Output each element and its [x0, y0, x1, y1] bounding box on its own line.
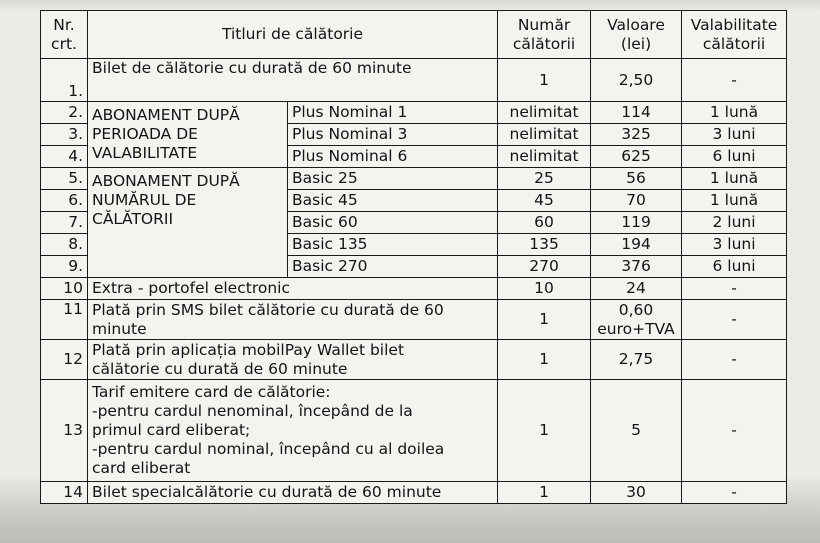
row-valoare: 376	[591, 256, 682, 278]
row-nr: 12	[41, 340, 88, 380]
row-valoare: 2,50	[591, 59, 682, 102]
row-numar: nelimitat	[498, 102, 591, 124]
row-valabilitate: 1 lună	[682, 102, 787, 124]
row-valoare: 194	[591, 234, 682, 256]
row-numar: nelimitat	[498, 124, 591, 146]
row-valabilitate: -	[682, 482, 787, 504]
table-row	[41, 102, 787, 124]
row-titlu: Tarif emitere card de călătorie: -pentru cardul nenominal, începând de la primul card eliberat; -pentru cardul nominal, începând cu al doilea card eliberat	[88, 380, 498, 482]
row-numar: 1	[498, 380, 591, 482]
header-valabilitate: Valabilitate călătorii	[682, 11, 787, 59]
row-numar: 1	[498, 482, 591, 504]
header-nr: Nr. crt.	[41, 11, 88, 59]
header-row	[41, 11, 787, 59]
row-titlu: Basic 270	[288, 256, 498, 278]
row-numar: 1	[498, 300, 591, 340]
row-nr: 2.	[41, 102, 88, 124]
table-row	[41, 278, 787, 300]
row-nr: 4.	[41, 146, 88, 168]
row-titlu: Basic 45	[288, 190, 498, 212]
row-valabilitate: 3 luni	[682, 234, 787, 256]
row-titlu: Bilet specialcălătorie cu durată de 60 minute	[88, 482, 498, 504]
row-nr: 13	[41, 380, 88, 482]
row-valabilitate: -	[682, 380, 787, 482]
row-titlu: Basic 60	[288, 212, 498, 234]
row-numar: 270	[498, 256, 591, 278]
row-numar: 10	[498, 278, 591, 300]
row-nr: 7.	[41, 212, 88, 234]
row-valoare: 2,75	[591, 340, 682, 380]
row-titlu: Plată prin SMS bilet călătorie cu durată de 60 minute	[88, 300, 498, 340]
row-titlu: Plus Nominal 3	[288, 124, 498, 146]
row-nr: 9.	[41, 256, 88, 278]
row-titlu: Plus Nominal 6	[288, 146, 498, 168]
row-valoare: 56	[591, 168, 682, 190]
table-row	[41, 168, 787, 190]
row-nr: 8.	[41, 234, 88, 256]
table-row	[41, 300, 787, 340]
table-row	[41, 482, 787, 504]
row-nr: 5.	[41, 168, 88, 190]
row-titlu: Extra - portofel electronic	[88, 278, 498, 300]
row-valabilitate: -	[682, 59, 787, 102]
group-abonament-numar: ABONAMENT DUPĂ NUMĂRUL DE CĂLĂTORII	[88, 168, 288, 278]
row-nr: 11	[41, 300, 88, 340]
row-numar: 60	[498, 212, 591, 234]
row-valabilitate: -	[682, 340, 787, 380]
row-valoare: 30	[591, 482, 682, 504]
row-valabilitate: 6 luni	[682, 256, 787, 278]
row-valoare: 325	[591, 124, 682, 146]
row-valoare: 625	[591, 146, 682, 168]
row-nr: 10	[41, 278, 88, 300]
row-nr: 1.	[41, 59, 88, 102]
table-row	[41, 59, 787, 102]
table-row	[41, 380, 787, 482]
row-valabilitate: 2 luni	[682, 212, 787, 234]
row-valoare: 0,60 euro+TVA	[591, 300, 682, 340]
row-numar: 135	[498, 234, 591, 256]
header-valoare: Valoare (lei)	[591, 11, 682, 59]
row-numar: 1	[498, 340, 591, 380]
row-nr: 14	[41, 482, 88, 504]
row-titlu: Basic 25	[288, 168, 498, 190]
row-numar: 45	[498, 190, 591, 212]
row-valabilitate: -	[682, 300, 787, 340]
row-valabilitate: 1 lună	[682, 190, 787, 212]
row-valoare: 114	[591, 102, 682, 124]
row-valoare: 119	[591, 212, 682, 234]
row-numar: 1	[498, 59, 591, 102]
group-abonament-perioada: ABONAMENT DUPĂ PERIOADA DE VALABILITATE	[88, 102, 288, 168]
row-valabilitate: 3 luni	[682, 124, 787, 146]
row-titlu: Plată prin aplicația mobilPay Wallet bilet călătorie cu durată de 60 minute	[88, 340, 498, 380]
row-nr: 3.	[41, 124, 88, 146]
row-valabilitate: 6 luni	[682, 146, 787, 168]
row-valabilitate: 1 lună	[682, 168, 787, 190]
row-titlu: Plus Nominal 1	[288, 102, 498, 124]
table-row	[41, 340, 787, 380]
row-valoare: 24	[591, 278, 682, 300]
row-valabilitate: -	[682, 278, 787, 300]
header-titluri: Titluri de călătorie	[88, 11, 498, 59]
row-titlu: Bilet de călătorie cu durată de 60 minute	[88, 59, 498, 102]
row-valoare: 5	[591, 380, 682, 482]
row-numar: 25	[498, 168, 591, 190]
row-titlu: Basic 135	[288, 234, 498, 256]
row-numar: nelimitat	[498, 146, 591, 168]
row-nr: 6.	[41, 190, 88, 212]
row-valoare: 70	[591, 190, 682, 212]
fares-table	[40, 10, 787, 504]
header-numar: Număr călătorii	[498, 11, 591, 59]
